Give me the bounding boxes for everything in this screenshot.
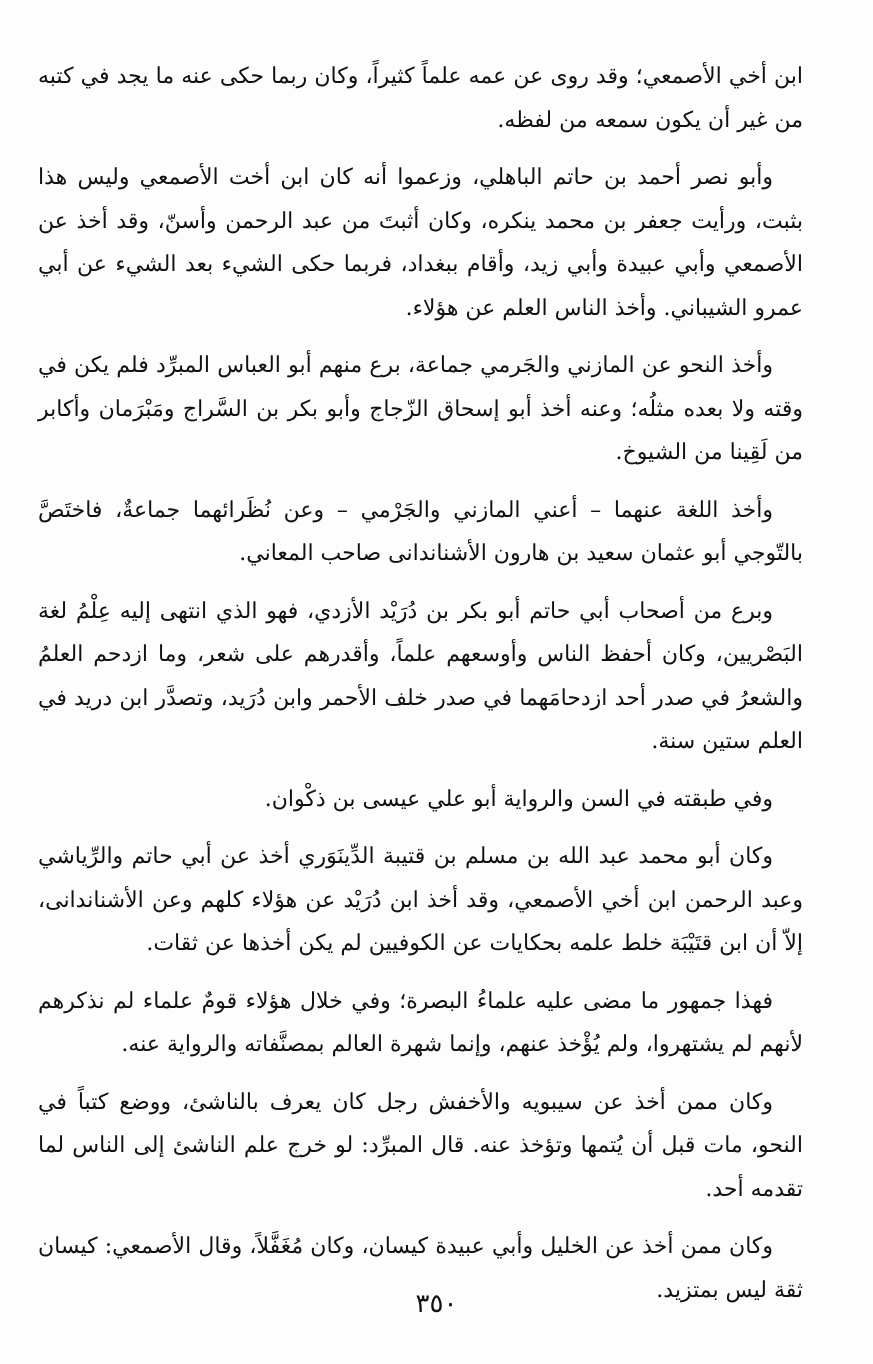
page-number: ٣٥٠ xyxy=(415,1289,458,1319)
paragraph-5: وبرع من أصحاب أبي حاتم أبو بكر بن دُرَيْد الأزدي، فهو الذي انتهى إليه عِلْمُ لغة البَصْريين، وكان أحفظ الناس وأوسعهم علماً، وأقدرهم على شعر، وما ازدحم العلمُ والشعرُ في صدر أحد ازدحامَهما في صدر خلف الأحمر وابن دُرَيد، وتصدَّر ابن دريد في العلم ستين سنة. xyxy=(38,598,803,754)
paragraph-3: وأخذ النحو عن المازني والجَرمي جماعة، برع منهم أبو العباس المبرِّد فلم يكن في وقته ولا بعده مثلُه؛ وعنه أخذ أبو إسحاق الزّجاج وأبو بكر بن السَّراج ومَبْرَمان وأكابر من لَقِينا من الشيوخ. xyxy=(38,353,803,465)
paragraph-6: وفي طبقته في السن والرواية أبو علي عيسى بن ذكْوان. xyxy=(264,786,773,812)
paragraph-10: وكان ممن أخذ عن الخليل وأبي عبيدة كيسان، وكان مُغَفَّلاً، وقال الأصمعي: كيسان ثقة ليس بمتزيد. xyxy=(38,1234,803,1303)
paragraph-8: فهذا جمهور ما مضى عليه علماءُ البصرة؛ وفي خلال هؤلاء قومٌ علماء لم نذكرهم لأنهم لم يشتهروا، ولم يُؤْخذ عنهم، وإنما شهرة العالم بمصنَّفاته والرواية عنه. xyxy=(38,988,803,1057)
paragraph-7: وكان أبو محمد عبد الله بن مسلم بن قتيبة الدِّينَوَري أخذ عن أبي حاتم والرِّياشي وعبد الرحمن ابن أخي الأصمعي، وقد أخذ ابن دُرَيْد عن هؤلاء كلهم وعن الأشناندانى، إلاّ أن ابن قتَيْبَة خلط علمه بحكايات عن الكوفيين لم يكن أخذها عن ثقات. xyxy=(38,844,803,956)
paragraph-4: وأخذ اللغة عنهما – أعني المازني والجَرْمي – وعن نُظَرائهما جماعةٌ، فاختَصَّ بالتّوجي أبو عثمان سعيد بن هارون الأشناندانى صاحب المعاني. xyxy=(38,497,803,566)
paragraph-9: وكان ممن أخذ عن سيبويه والأخفش رجل كان يعرف بالناشئ، ووضع كتباً في النحو، مات قبل أن يُتمها وتؤخذ عنه. قال المبرِّد: لو خرج علم الناشئ إلى الناس لما تقدمه أحد. xyxy=(38,1089,803,1202)
paragraph-1: ابن أخي الأصمعي؛ وقد روى عن عمه علماً كثيراً، وكان ربما حكى عنه ما يجد في كتبه من غير أن يكون سمعه من لفظه. xyxy=(38,64,803,133)
body-text xyxy=(38,55,803,1326)
paragraph-2: وأبو نصر أحمد بن حاتم الباهلي، وزعموا أنه كان ابن أخت الأصمعي وليس هذا بثبت، ورأيت جعفر بن محمد ينكره، وكان أثبتَ من عبد الرحمن وأسنّ، وقد أخذ عن الأصمعي وأبي عبيدة وأبي زيد، وأقام ببغداد، فربما حكى الشيء بعد الشيء عن أبي عمرو الشيباني. وأخذ الناس العلم عن هؤلاء. xyxy=(38,165,803,321)
